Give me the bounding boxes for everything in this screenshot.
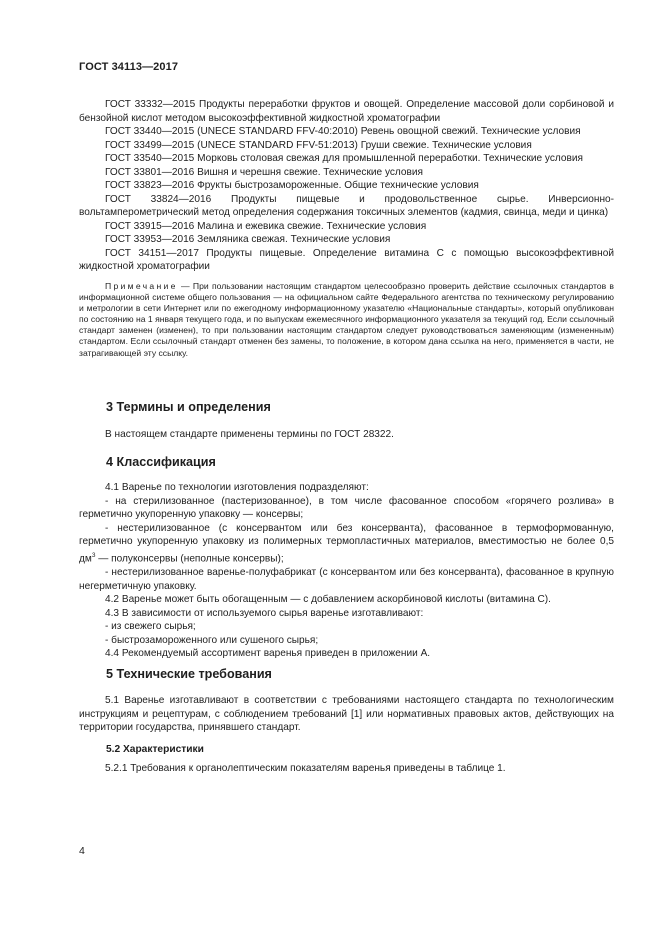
section-3-text: В настоящем стандарте применены термины по ГОСТ 28322. [105, 429, 394, 440]
classification-para: 4.3 В зависимости от используемого сырья варенье изготавливают: [105, 607, 424, 619]
section-4-title: 4 Классификация [106, 455, 216, 469]
classification-para: 4.2 Варенье может быть обогащенным — с добавлением аскорбиновой кислоты (витамина С). [105, 594, 551, 606]
reference-item: ГОСТ 33332—2015 Продукты переработки фруктов и овощей. Определение массовой доли сорбиновой и бензойной кислот методом высокоэффективной жидкостной хроматографии [79, 99, 614, 124]
classification-para: - на стерилизованное (пастеризованное), в том числе фасованное способом «горячего розлива» в герметично укупоренную упаковку — консервы; [79, 495, 614, 521]
requirements-para: 5.1 Варенье изготавливают в соответствии с требованиями настоящего стандарта по технологическим инструкциям и рецептурам, с соблюдением требований [1] или нормативных правовых актов, действующих на территории государства, принявшего стандарт. [79, 695, 614, 734]
section-5-title: 5 Технические требования [106, 667, 272, 681]
doc-header: ГОСТ 34113—2017 [79, 61, 179, 73]
section-5-body [79, 694, 614, 735]
volume-superscript: 3 [91, 551, 96, 559]
reference-item: ГОСТ 33499—2015 (UNECE STANDARD FFV-51:2013) Груши свежие. Технические условия [105, 139, 532, 151]
page-number: 4 [79, 845, 85, 857]
section-3-body [79, 428, 614, 442]
subsection-5-2-title: 5.2 Характеристики [106, 744, 204, 755]
classification-para: - из свежего сырья; [105, 621, 196, 633]
note-lead: Примечание [105, 281, 178, 291]
note-text: — При пользовании настоящим стандартом целесообразно проверить действие ссылочных стандартов в информационной системе общего пользования — на официальном сайте Федерального агентства по техническому регулированию и метрологии в сети Интернет или по ежегодному информационному указателю «Национальные стандарты», который опубликован по состоянию на 1 января текущего года, и по выпускам ежемесячного информационного указателя за текущий год. Если ссылочный стандарт заменен (изменен), то при пользовании настоящим стандартом следует руководствоваться заменяющим (измененным) стандартом. Если ссылочный стандарт отменен без замены, то положение, в котором дана ссылка на него, применяется в части, не затрагивающей эту ссылку. [79, 281, 614, 358]
reference-item: ГОСТ 33540—2015 Морковь столовая свежая для промышленной переработки. Технические условия [105, 153, 583, 164]
reference-item: ГОСТ 33915—2016 Малина и ежевика свежие. Технические условия [105, 220, 427, 232]
classification-para: - нестерилизованное варенье-полуфабрикат (с консервантом или без консерванта), фасованное в крупную негерметичную упаковку. [79, 566, 614, 592]
classification-para: 4.1 Варенье по технологии изготовления подразделяют: [105, 482, 369, 493]
subsection-5-2-body [79, 762, 614, 776]
requirements-para: 5.2.1 Требования к органолептическим показателям варенья приведены в таблице 1. [105, 763, 506, 774]
section-4-body [79, 481, 614, 661]
reference-item: ГОСТ 33953—2016 Земляника свежая. Технические условия [105, 234, 391, 245]
volume-text: - нестерилизованное (с консервантом или без консерванта), фасованное в термоформованную, герметично укупоренную упаковку из полимерных термопластичных материалов, вместимостью не более 0,5 дм [79, 522, 614, 565]
normative-references-list [79, 98, 614, 274]
classification-para: 4.4 Рекомендуемый ассортимент варенья приведен в приложении А. [105, 648, 431, 660]
reference-item: ГОСТ 33824—2016 Продукты пищевые и продовольственное сырье. Инверсионно-вольтамперометрический метод определения содержания токсичных элементов (кадмия, свинца, меди и цинка) [79, 193, 614, 218]
references-note [79, 281, 614, 359]
reference-item: ГОСТ 33440—2015 (UNECE STANDARD FFV-40:2010) Ревень овощной свежий. Технические условия [105, 126, 581, 137]
section-3-title: 3 Термины и определения [106, 400, 271, 414]
reference-item: ГОСТ 34151—2017 Продукты пищевые. Определение витамина С с помощью высокоэффективной жидкостной хроматографии [79, 247, 614, 272]
classification-para: - быстрозамороженного или сушеного сырья; [105, 634, 319, 646]
volume-text-tail: — полуконсервы (неполные консервы); [95, 553, 284, 565]
reference-item: ГОСТ 33801—2016 Вишня и черешня свежие. Технические условия [105, 166, 424, 178]
reference-item: ГОСТ 33823—2016 Фрукты быстрозамороженные. Общие технические условия [105, 180, 479, 191]
classification-para [79, 522, 614, 566]
